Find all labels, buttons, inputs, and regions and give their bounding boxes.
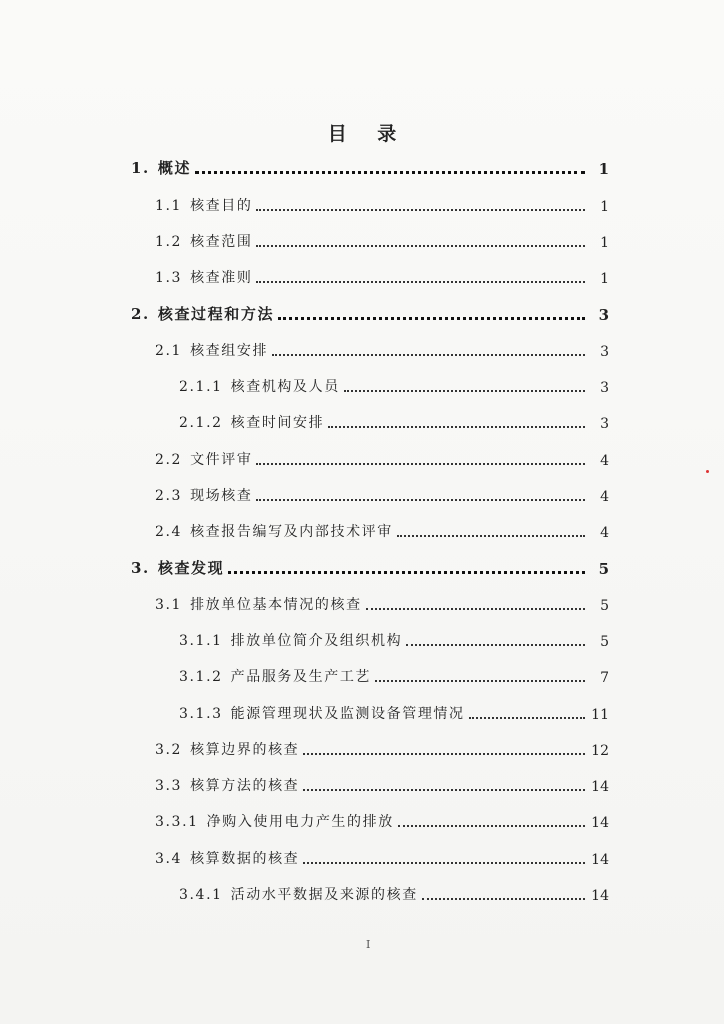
toc-entry-label bbox=[155, 521, 393, 541]
toc-entry-page: 3 bbox=[600, 344, 609, 360]
dot-leader bbox=[406, 643, 585, 646]
toc-entry-text: 核查准则 bbox=[190, 270, 253, 286]
toc-entry-page: 11 bbox=[591, 707, 609, 723]
toc-entry[interactable] bbox=[155, 771, 609, 795]
toc-entry-label bbox=[155, 340, 268, 360]
toc-entry-page: 14 bbox=[591, 852, 609, 868]
toc-entry-text: 现场核查 bbox=[190, 488, 253, 504]
toc-entry-text: 核算边界的核查 bbox=[190, 742, 300, 758]
toc-entry[interactable] bbox=[155, 844, 609, 868]
toc-title: 目 录 bbox=[327, 123, 409, 145]
toc-entry-text: 能源管理现状及监测设备管理情况 bbox=[230, 706, 465, 722]
dot-leader bbox=[366, 607, 585, 610]
toc-entry[interactable] bbox=[155, 227, 609, 251]
dot-leader bbox=[328, 425, 585, 428]
dot-leader bbox=[278, 316, 585, 320]
toc-entry-label bbox=[179, 884, 418, 904]
toc-entry-page: 1 bbox=[600, 199, 609, 215]
toc-entry-text: 核查范围 bbox=[190, 234, 253, 250]
toc-entry-number: 3.3.1 bbox=[155, 814, 199, 830]
toc-entry-text: 核查机构及人员 bbox=[230, 379, 340, 395]
toc-entry-page: 14 bbox=[591, 779, 609, 795]
toc-entry-text: 核查过程和方法 bbox=[157, 305, 275, 323]
toc-entry-number: 3.1 bbox=[155, 597, 183, 613]
toc-entry-text: 排放单位基本情况的核查 bbox=[190, 597, 362, 613]
dot-leader bbox=[256, 208, 585, 211]
toc-entry[interactable] bbox=[179, 662, 609, 686]
toc-entry-number: 2.1.1 bbox=[179, 379, 223, 395]
dot-leader bbox=[228, 570, 585, 574]
toc-entry-text: 核算数据的核查 bbox=[190, 851, 300, 867]
toc-entry-label bbox=[155, 848, 299, 868]
toc-entry-number: 1. bbox=[131, 159, 150, 177]
toc-entry-number: 2.4 bbox=[155, 524, 183, 540]
toc-entry-text: 净购入使用电力产生的排放 bbox=[206, 814, 394, 830]
toc-entry-page: 4 bbox=[600, 489, 609, 505]
toc-entry-page: 12 bbox=[591, 743, 609, 759]
toc-entry[interactable] bbox=[155, 807, 609, 831]
toc-entry-page: 3 bbox=[600, 416, 609, 432]
toc-entry-number: 3.3 bbox=[155, 778, 183, 794]
toc-entry-text: 核算方法的核查 bbox=[190, 778, 300, 794]
toc-entry[interactable] bbox=[179, 408, 609, 432]
toc-entry-page: 5 bbox=[600, 598, 609, 614]
toc-entry[interactable] bbox=[179, 372, 609, 396]
toc-entry-text: 产品服务及生产工艺 bbox=[230, 669, 372, 685]
toc-entry-label bbox=[155, 267, 252, 287]
toc-entry-number: 1.3 bbox=[155, 270, 183, 286]
toc-entry[interactable] bbox=[131, 554, 609, 578]
toc-entry-text: 文件评审 bbox=[190, 452, 253, 468]
toc-entry-text: 核查组安排 bbox=[190, 343, 269, 359]
toc-entry-number: 2.2 bbox=[155, 452, 183, 468]
toc-entry-number: 3.1.3 bbox=[179, 706, 223, 722]
toc-entry-number: 3.4 bbox=[155, 851, 183, 867]
toc-entry[interactable] bbox=[131, 154, 609, 178]
toc-entry-number: 1.1 bbox=[155, 198, 183, 214]
toc-entry-label bbox=[179, 376, 340, 396]
toc-entry-label bbox=[179, 703, 465, 723]
toc-entry-text: 概述 bbox=[157, 159, 192, 177]
toc-entry-page: 5 bbox=[600, 634, 609, 650]
toc-entry-text: 核查发现 bbox=[157, 559, 225, 577]
toc-entry-label bbox=[155, 775, 299, 795]
toc-entry-number: 1.2 bbox=[155, 234, 183, 250]
dot-leader bbox=[303, 861, 585, 864]
toc-entry-page: 4 bbox=[600, 453, 609, 469]
toc-entry-label bbox=[155, 739, 299, 759]
toc-entry[interactable] bbox=[179, 699, 609, 723]
dot-leader bbox=[272, 353, 585, 356]
toc-entry[interactable] bbox=[179, 626, 609, 650]
toc-entry-page: 3 bbox=[598, 306, 609, 324]
toc-entry-text: 核查目的 bbox=[190, 198, 253, 214]
toc-entry-page: 5 bbox=[598, 560, 609, 578]
toc-entry[interactable] bbox=[131, 300, 609, 324]
toc-entry-label bbox=[155, 811, 394, 831]
dot-leader bbox=[375, 679, 585, 682]
toc-entry-number: 2.3 bbox=[155, 488, 183, 504]
toc-entry-label bbox=[131, 303, 274, 324]
toc-entry-text: 排放单位简介及组织机构 bbox=[230, 633, 403, 649]
toc-entry-label bbox=[155, 195, 252, 215]
page-number: I bbox=[366, 938, 371, 951]
scan-artifact bbox=[706, 470, 709, 473]
toc-entry-label bbox=[155, 485, 252, 505]
toc-entry-number: 2.1 bbox=[155, 343, 183, 359]
dot-leader bbox=[195, 170, 585, 174]
toc-entry-page: 14 bbox=[591, 815, 609, 831]
toc-entry-number: 2.1.2 bbox=[179, 415, 223, 431]
toc-entry-page: 1 bbox=[600, 271, 609, 287]
dot-leader bbox=[256, 498, 585, 501]
toc-entry[interactable] bbox=[155, 445, 609, 469]
dot-leader bbox=[398, 824, 585, 827]
toc-entry-page: 14 bbox=[591, 888, 609, 904]
dot-leader bbox=[469, 716, 585, 719]
toc-entry-page: 3 bbox=[600, 380, 609, 396]
toc-entry[interactable] bbox=[155, 336, 609, 360]
toc-entry-page: 7 bbox=[600, 670, 609, 686]
toc-entry-label bbox=[131, 157, 191, 178]
dot-leader bbox=[303, 752, 585, 755]
dot-leader bbox=[422, 897, 585, 900]
toc-entry-number: 3.1.2 bbox=[179, 669, 223, 685]
toc-entry[interactable] bbox=[155, 590, 609, 614]
dot-leader bbox=[303, 788, 585, 791]
toc-entry-label bbox=[179, 412, 324, 432]
toc-entry-label bbox=[179, 666, 371, 686]
toc-entry[interactable] bbox=[155, 481, 609, 505]
toc-entry-page: 4 bbox=[600, 525, 609, 541]
toc-entry[interactable] bbox=[155, 191, 609, 215]
toc-entry-page: 1 bbox=[600, 235, 609, 251]
toc-entry-text: 活动水平数据及来源的核查 bbox=[230, 887, 418, 903]
toc-entry-number: 3.2 bbox=[155, 742, 183, 758]
toc-entry-number: 3.4.1 bbox=[179, 887, 223, 903]
dot-leader bbox=[256, 244, 585, 247]
toc-entry-text: 核查报告编写及内部技术评审 bbox=[190, 524, 393, 540]
toc-entry-label bbox=[155, 594, 362, 614]
dot-leader bbox=[256, 462, 585, 465]
toc-entry-number: 3.1.1 bbox=[179, 633, 223, 649]
toc-entry-number: 3. bbox=[131, 559, 150, 577]
dot-leader bbox=[256, 280, 585, 283]
toc-entry[interactable] bbox=[179, 880, 609, 904]
toc-entry-label bbox=[131, 557, 224, 578]
dot-leader bbox=[397, 534, 585, 537]
dot-leader bbox=[344, 389, 585, 392]
toc-entry-number: 2. bbox=[131, 305, 150, 323]
toc-entry-label bbox=[155, 449, 252, 469]
toc-entry-label bbox=[179, 630, 402, 650]
toc-entry-page: 1 bbox=[598, 160, 609, 178]
toc-entry-text: 核查时间安排 bbox=[230, 415, 325, 431]
toc-entry[interactable] bbox=[155, 263, 609, 287]
toc-entry[interactable] bbox=[155, 735, 609, 759]
toc-entry[interactable] bbox=[155, 517, 609, 541]
toc-entry-label bbox=[155, 231, 252, 251]
